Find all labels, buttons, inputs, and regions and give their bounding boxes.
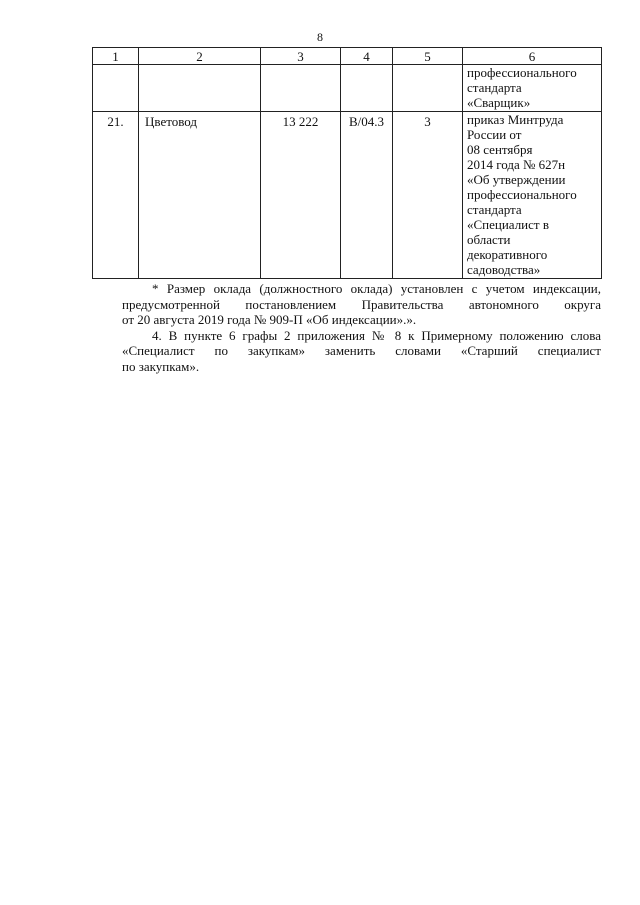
table-row	[93, 112, 602, 279]
column-header-1: 1	[93, 48, 139, 65]
column-header-6: 6	[463, 48, 602, 65]
amendment-paragraph	[92, 328, 601, 375]
basis-line: садоводства»	[467, 262, 541, 277]
basis-line: приказ Минтруда	[467, 112, 564, 127]
text-line: по закупкам».	[122, 358, 200, 374]
basis-line: профессионального	[467, 187, 577, 202]
basis-line: области	[467, 232, 511, 247]
positions-table	[92, 47, 602, 279]
basis-line: декоративного	[467, 247, 548, 262]
qualification-level-cell	[393, 65, 463, 112]
text-line: * Размер оклада (должностного оклада) установлен с учетом индексации,	[152, 281, 601, 296]
row-number-cell: 21.	[93, 112, 139, 279]
position-name-cell	[139, 65, 261, 112]
basis-line: стандарта	[467, 80, 522, 95]
page-number: 8	[317, 30, 323, 44]
table-row	[93, 65, 602, 112]
footnote-paragraph	[92, 281, 601, 328]
body-text	[92, 281, 601, 374]
basis-cell	[463, 112, 602, 279]
column-header-3: 3	[261, 48, 341, 65]
column-header-5: 5	[393, 48, 463, 65]
position-name-cell: Цветовод	[139, 112, 261, 279]
basis-line: 2014 года № 627н	[467, 157, 566, 172]
basis-line: «Сварщик»	[467, 95, 531, 110]
column-header-2: 2	[139, 48, 261, 65]
basis-line: 08 сентября	[467, 142, 533, 157]
salary-cell	[261, 65, 341, 112]
text-line: «Специалист по закупкам» заменить словами «Старший специалист	[122, 343, 601, 358]
text-line: от 20 августа 2019 года № 909-П «Об индексации».».	[122, 312, 417, 327]
text-line: предусмотренной постановлением Правительства автономного округа	[122, 296, 601, 312]
basis-line: стандарта	[467, 202, 522, 217]
text-line: 4. В пункте 6 графы 2 приложения № 8 к Примерному положению слова	[152, 327, 601, 343]
basis-line: «Об утверждении	[467, 172, 566, 187]
function-code-cell: В/04.3	[341, 112, 393, 279]
basis-line: России от	[467, 127, 522, 142]
column-header-4: 4	[341, 48, 393, 65]
table-header-row	[93, 48, 602, 65]
qualification-level-cell: 3	[393, 112, 463, 279]
basis-cell	[463, 65, 602, 112]
basis-line: профессионального	[467, 65, 577, 80]
salary-cell: 13 222	[261, 112, 341, 279]
row-number-cell	[93, 65, 139, 112]
function-code-cell	[341, 65, 393, 112]
basis-line: «Специалист в	[467, 217, 549, 232]
